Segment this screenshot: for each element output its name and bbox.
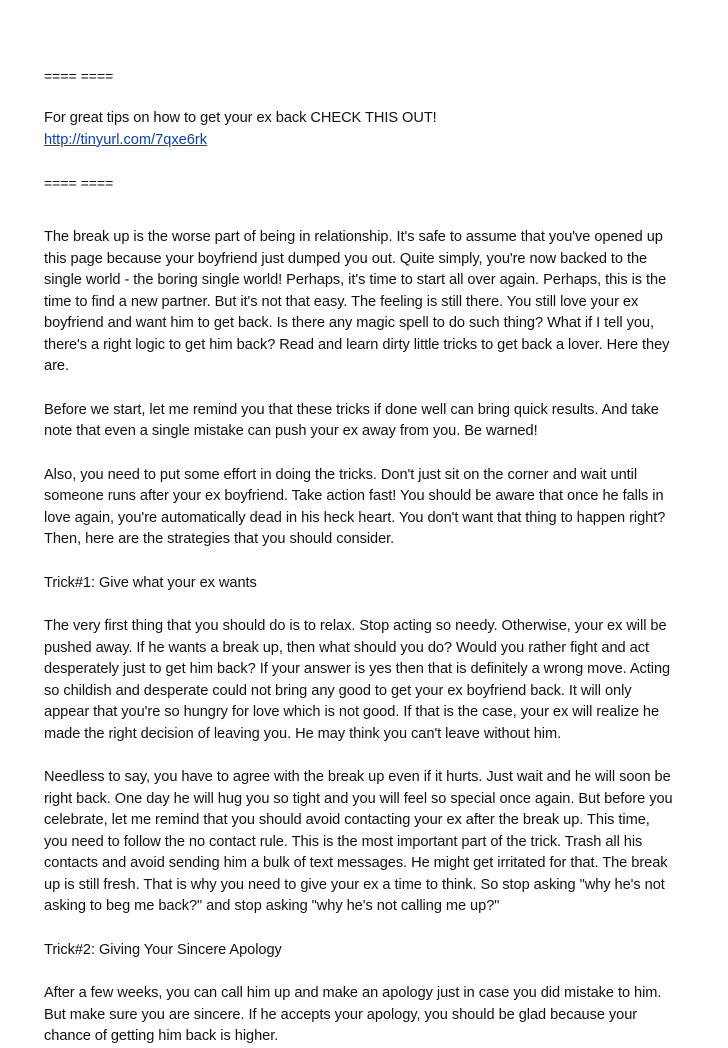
paragraph-relax: The very first thing that you should do is to relax. Stop acting so needy. Otherwise, your ex will be pushed away. If he wants a break up, then what should you do? Would you rather fight and act desperately just to get him back? If your answer is yes then that is definitely a wrong move. Acting so childish and desperate could not bring any good to get your ex boyfriend back. It will only appear that you're so hungry for love which is not good. If that is the case, your ex will realize he made the right decision of leaving you. He may think you can't leave without him. xyxy=(44,618,671,742)
spacer xyxy=(44,86,694,108)
spacer xyxy=(44,961,694,983)
spacer xyxy=(44,594,694,616)
spacer xyxy=(44,918,694,940)
spacer xyxy=(44,443,694,465)
heading-trick-1: Trick#1: Give what your ex wants xyxy=(44,574,257,591)
paragraph-intro: The break up is the worse part of being in relationship. It's safe to assume that you've opened up this page because your boyfriend just dumped you out. Quite simply, you're now backed to the single world - the boring single world! Perhaps, it's time to start all over again. Perhaps, this is the time to find a new partner. But it's not that easy. The feeling is still there. You still love your ex boyfriend and want him to get back. Is there any magic spell to do such thing? What if I tell you, there's a right logic to get him back? Read and learn dirty little tricks to get back a lover. Here they are. xyxy=(44,229,670,374)
separator-bottom: ==== ==== xyxy=(44,175,114,191)
document-page xyxy=(44,66,694,1048)
spacer xyxy=(44,378,694,400)
heading-trick-2: Trick#2: Giving Your Sincere Apology xyxy=(44,941,282,958)
spacer xyxy=(44,551,694,573)
promo-text: For great tips on how to get your ex back CHECK THIS OUT! xyxy=(44,110,437,126)
spacer xyxy=(44,193,694,227)
promo-link[interactable]: http://tinyurl.com/7qxe6rk xyxy=(44,131,208,148)
paragraph-warning: Before we start, let me remind you that these tricks if done well can bring quick results. And take note that even a single mistake can push your ex away from you. Be warned! xyxy=(44,401,659,439)
spacer xyxy=(44,745,694,767)
paragraph-no-contact: Needless to say, you have to agree with the break up even if it hurts. Just wait and he will soon be right back. One day he will hug you so tight and you will feel so special once again. But before you celebrate, let me remind that you should avoid contacting your ex after the break up. This time, you need to follow the no contact rule. This is the most important part of the trick. Trash all his contacts and avoid sending him a bulk of text messages. He might get irritated for that. The break up is still fresh. That is why you need to give your ex a time to think. So stop asking "why he's not asking to beg me back?" and stop asking "why he's not calling me up?" xyxy=(44,769,673,914)
paragraph-effort: Also, you need to put some effort in doing the tricks. Don't just sit on the corner and wait until someone runs after your ex boyfriend. Take action fast! You should be aware that once he falls in love again, you're automatically dead in his heck heart. You don't want that thing to happen right? Then, here are the strategies that you should consider. xyxy=(44,466,666,547)
spacer xyxy=(44,151,694,173)
paragraph-apology: After a few weeks, you can call him up and make an apology just in case you did mistake to him. But make sure you are sincere. If he accepts your apology, you should be glad because your chance of getting him back is higher. xyxy=(44,985,662,1044)
separator-top: ==== ==== xyxy=(44,68,114,84)
